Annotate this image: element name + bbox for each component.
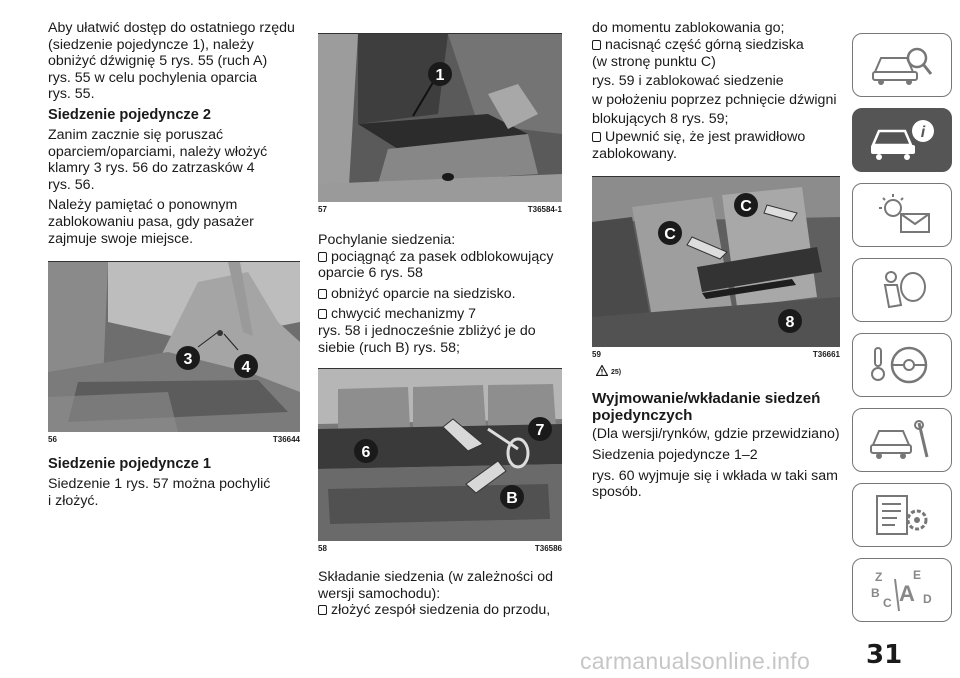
callout-c: C: [740, 198, 752, 216]
watermark: carmanualsonline.info: [580, 648, 811, 674]
bullet-continuation: [592, 53, 840, 129]
seat1-paragraph: [48, 476, 300, 509]
svg-text:E: E: [913, 568, 922, 582]
bullet-text: nacisnąć część górną siedziska: [605, 36, 804, 53]
tab-starting-driving[interactable]: [852, 333, 952, 397]
figure-56-caption: [48, 435, 300, 444]
remove-line: Siedzenia pojedyncze 1–2: [592, 446, 758, 463]
figure-56: [48, 261, 300, 444]
index-icon: [867, 567, 937, 613]
continuation-line: do momentu zablokowania go;: [592, 20, 785, 36]
bullet-item: [318, 286, 562, 303]
callout-7: 7: [535, 422, 545, 440]
remember-line: Należy pamiętać o ponownym: [48, 197, 238, 214]
intro-line: obniżyć dźwignię 5 rys. 55 (ruch A): [48, 53, 268, 70]
seat2-line: oparciem/oparciami, należy włożyć: [48, 143, 268, 160]
checkbox-bullet-icon: [592, 40, 601, 50]
svg-text:D: D: [923, 592, 932, 606]
warning-reference: [596, 365, 840, 376]
callout-8: 8: [785, 314, 795, 332]
continuation-line: rys. 59 i zablokować siedzenie: [592, 73, 784, 90]
intro-line: rys. 55.: [48, 86, 95, 103]
continuation-line: (w stronę punktu C): [592, 54, 716, 71]
fold-line: wersji samochodu):: [318, 585, 441, 602]
column-1: [48, 20, 300, 513]
remove-line: sposób.: [592, 484, 642, 501]
fold-line: Składanie siedzenia (w zależności od: [318, 569, 554, 586]
figure-code: T36586: [534, 544, 562, 554]
page-number: 31: [866, 640, 903, 670]
checkbox-bullet-icon: [318, 252, 327, 262]
continuation-line: siebie (ruch B) rys. 58;: [318, 339, 460, 356]
callout-b: B: [506, 490, 518, 508]
figure-58-caption: [318, 544, 562, 553]
seat2-line: rys. 56.: [48, 176, 95, 193]
heading-seat-1: Siedzenie pojedyncze 1: [48, 456, 212, 473]
remember-line: zajmuje swoje miejsce.: [48, 230, 194, 247]
intro-line: Aby ułatwić dostęp do ostatniego rzędu: [48, 20, 295, 36]
svg-text:A: A: [899, 581, 915, 606]
section-sidebar: [852, 33, 952, 633]
remove-note: (Dla wersji/rynków, gdzie przewidziano): [592, 426, 840, 443]
figure-59-image: [592, 177, 840, 347]
figure-code: T36661: [812, 350, 840, 360]
figure-number: 57: [318, 205, 327, 214]
svg-text:i: i: [920, 124, 926, 141]
seat2-line: klamry 3 rys. 56 do zatrzasków 4: [48, 160, 255, 177]
warning-lights-icon: [867, 192, 937, 238]
figure-code: T36584-1: [527, 205, 562, 214]
figure-number: 56: [48, 435, 57, 445]
continuation-line: blokujących 8 rys. 59;: [592, 111, 729, 128]
continuation-line: w położeniu poprzez pchnięcie dźwigni: [592, 92, 837, 109]
fold-paragraph: [318, 569, 562, 602]
callout-c: C: [664, 226, 676, 244]
column-2: [318, 33, 562, 623]
callout-4: 4: [241, 359, 251, 377]
tab-safety[interactable]: [852, 258, 952, 322]
figure-57-image: [318, 34, 562, 202]
bullet-item: [318, 306, 562, 323]
checkbox-bullet-icon: [318, 289, 327, 299]
tab-warning-lights[interactable]: [852, 183, 952, 247]
remove-line: rys. 60 wyjmuje się i wkłada w taki sam: [592, 467, 838, 484]
figure-57-caption: [318, 205, 562, 214]
remember-line: zablokowaniu pasa, gdy pasażer: [48, 213, 254, 230]
bullet-item: [318, 249, 562, 266]
figure-57: [318, 33, 562, 214]
continuation-line: rys. 58 i jednocześnie zbliżyć je do: [318, 322, 536, 339]
bullet-continuation: zablokowany.: [592, 145, 677, 162]
svg-text:C: C: [883, 596, 892, 610]
technical-data-icon: [867, 492, 937, 538]
intro-line: (siedzenie pojedyncze 1), należy: [48, 36, 254, 53]
warning-ref-number: 25): [611, 369, 622, 377]
car-service-icon: [867, 417, 937, 463]
svg-text:Z: Z: [875, 570, 883, 584]
bullet-item: [592, 37, 840, 54]
callout-6: 6: [361, 444, 371, 462]
car-search-icon: [867, 42, 937, 88]
heading-seat-2: Siedzenie pojedyncze 2: [48, 106, 212, 123]
bullet-item: [592, 129, 840, 146]
figure-number: 59: [592, 350, 601, 360]
steering-wheel-icon: [867, 342, 937, 388]
figure-59-caption: [592, 350, 840, 359]
bullet-text: złożyć zespół siedzenia do przodu,: [331, 602, 551, 619]
figure-58: [318, 368, 562, 553]
column-3: [592, 20, 840, 505]
remove-paragraph: [592, 447, 840, 501]
intro-paragraph: [48, 20, 300, 103]
tab-dashboard[interactable]: [852, 33, 952, 97]
seat2-paragraph: [48, 127, 300, 193]
bullet-item: [318, 602, 562, 619]
bullet-continuation: [318, 323, 562, 356]
tilt-heading: Pochylanie siedzenia:: [318, 232, 456, 248]
tab-index[interactable]: [852, 558, 952, 622]
callout-1: 1: [435, 67, 445, 84]
warning-triangle-icon: [596, 365, 608, 376]
figure-56-image: [48, 262, 300, 432]
seat1-line: i złożyć.: [48, 492, 99, 509]
checkbox-bullet-icon: [318, 309, 327, 319]
intro-line: rys. 55 w celu pochylenia oparcia: [48, 69, 257, 86]
bullet-text: Upewnić się, że jest prawidłowo: [605, 129, 806, 146]
bullet-continuation: oparcie 6 rys. 58: [318, 265, 423, 282]
seat1-line: Siedzenie 1 rys. 57 można pochylić: [48, 476, 271, 493]
figure-58-image: [318, 369, 562, 541]
airbag-icon: [867, 267, 937, 313]
car-info-icon: [867, 117, 937, 163]
tab-car-info[interactable]: [852, 108, 952, 172]
heading-remove: Wyjmowanie/wkładanie siedzeń pojedynczych: [592, 390, 821, 425]
checkbox-bullet-icon: [318, 605, 327, 615]
bullet-text: pociągnąć za pasek odblokowujący: [331, 248, 554, 265]
bullet-text: chwycić mechanizmy 7: [331, 306, 477, 323]
svg-text:B: B: [871, 586, 880, 600]
figure-code: T36644: [272, 435, 300, 445]
callout-3: 3: [183, 351, 193, 369]
seat2-line: Zanim zacznie się poruszać: [48, 126, 224, 143]
tab-technical-data[interactable]: [852, 483, 952, 547]
tab-service[interactable]: [852, 408, 952, 472]
figure-59: [592, 176, 840, 359]
checkbox-bullet-icon: [592, 132, 601, 142]
remember-paragraph: [48, 197, 300, 247]
figure-number: 58: [318, 544, 327, 554]
bullet-text: obniżyć oparcie na siedzisko.: [331, 285, 516, 302]
